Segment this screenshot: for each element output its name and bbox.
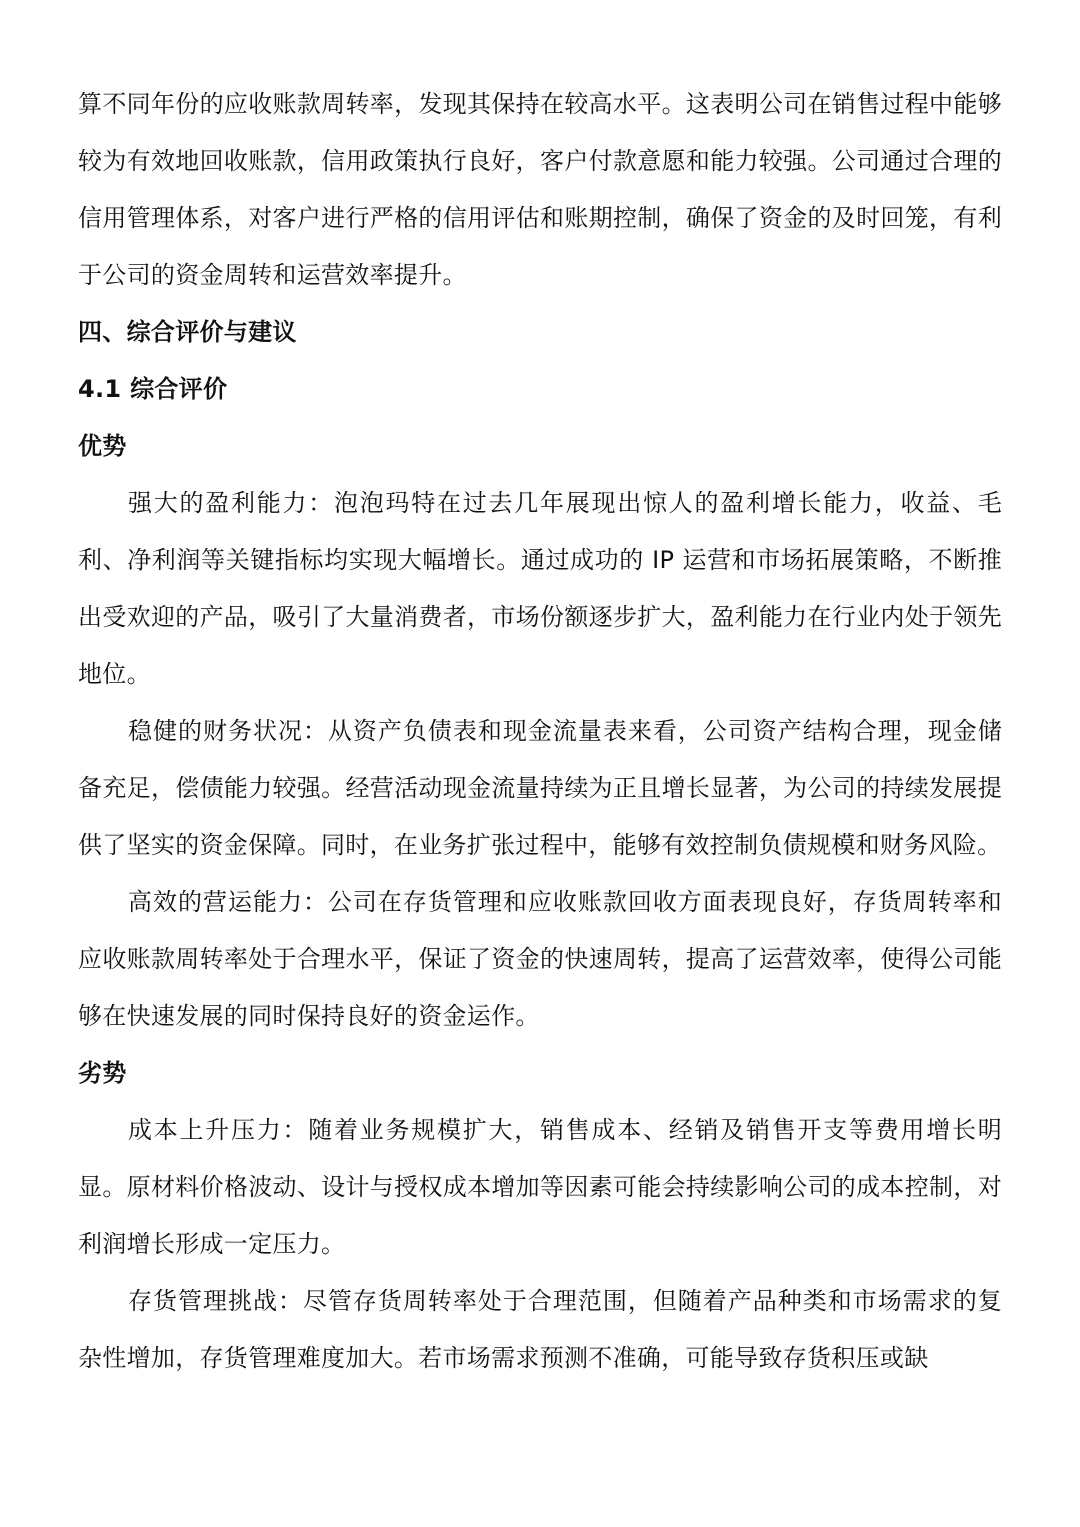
paragraph-strength-finance: 稳健的财务状况：从资产负债表和现金流量表来看，公司资产结构合理，现金储备充足，偿债能力较强。经营活动现金流量持续为正且增长显著，为公司的持续发展提供了坚实的资金保障。同时，在业务扩张过程中，能够有效控制负债规模和财务风险。	[78, 717, 1002, 859]
document-page	[78, 76, 1002, 1387]
section-4-heading: 四、综合评价与建议	[78, 318, 297, 346]
paragraph-strength-operations: 高效的营运能力：公司在存货管理和应收账款回收方面表现良好，存货周转率和应收账款周转率处于合理水平，保证了资金的快速周转，提高了运营效率，使得公司能够在快速发展的同时保持良好的资金运作。	[78, 888, 1002, 1030]
weaknesses-heading: 劣势	[78, 1059, 127, 1087]
paragraph-weakness-inventory: 存货管理挑战：尽管存货周转率处于合理范围，但随着产品种类和市场需求的复杂性增加，存货管理难度加大。若市场需求预测不准确，可能导致存货积压或缺	[78, 1287, 1002, 1372]
section-4-1-heading: 4.1 综合评价	[78, 375, 228, 403]
paragraph-strength-profitability: 强大的盈利能力：泡泡玛特在过去几年展现出惊人的盈利增长能力，收益、毛利、净利润等关键指标均实现大幅增长。通过成功的 IP 运营和市场拓展策略，不断推出受欢迎的产品，吸引了大量消费者，市场份额逐步扩大，盈利能力在行业内处于领先地位。	[78, 489, 1002, 688]
strengths-heading: 优势	[78, 432, 127, 460]
paragraph-receivables-turnover: 算不同年份的应收账款周转率，发现其保持在较高水平。这表明公司在销售过程中能够较为有效地回收账款，信用政策执行良好，客户付款意愿和能力较强。公司通过合理的信用管理体系，对客户进行严格的信用评估和账期控制，确保了资金的及时回笼，有利于公司的资金周转和运营效率提升。	[78, 90, 1002, 289]
paragraph-weakness-cost: 成本上升压力：随着业务规模扩大，销售成本、经销及销售开支等费用增长明显。原材料价格波动、设计与授权成本增加等因素可能会持续影响公司的成本控制，对利润增长形成一定压力。	[78, 1116, 1002, 1258]
